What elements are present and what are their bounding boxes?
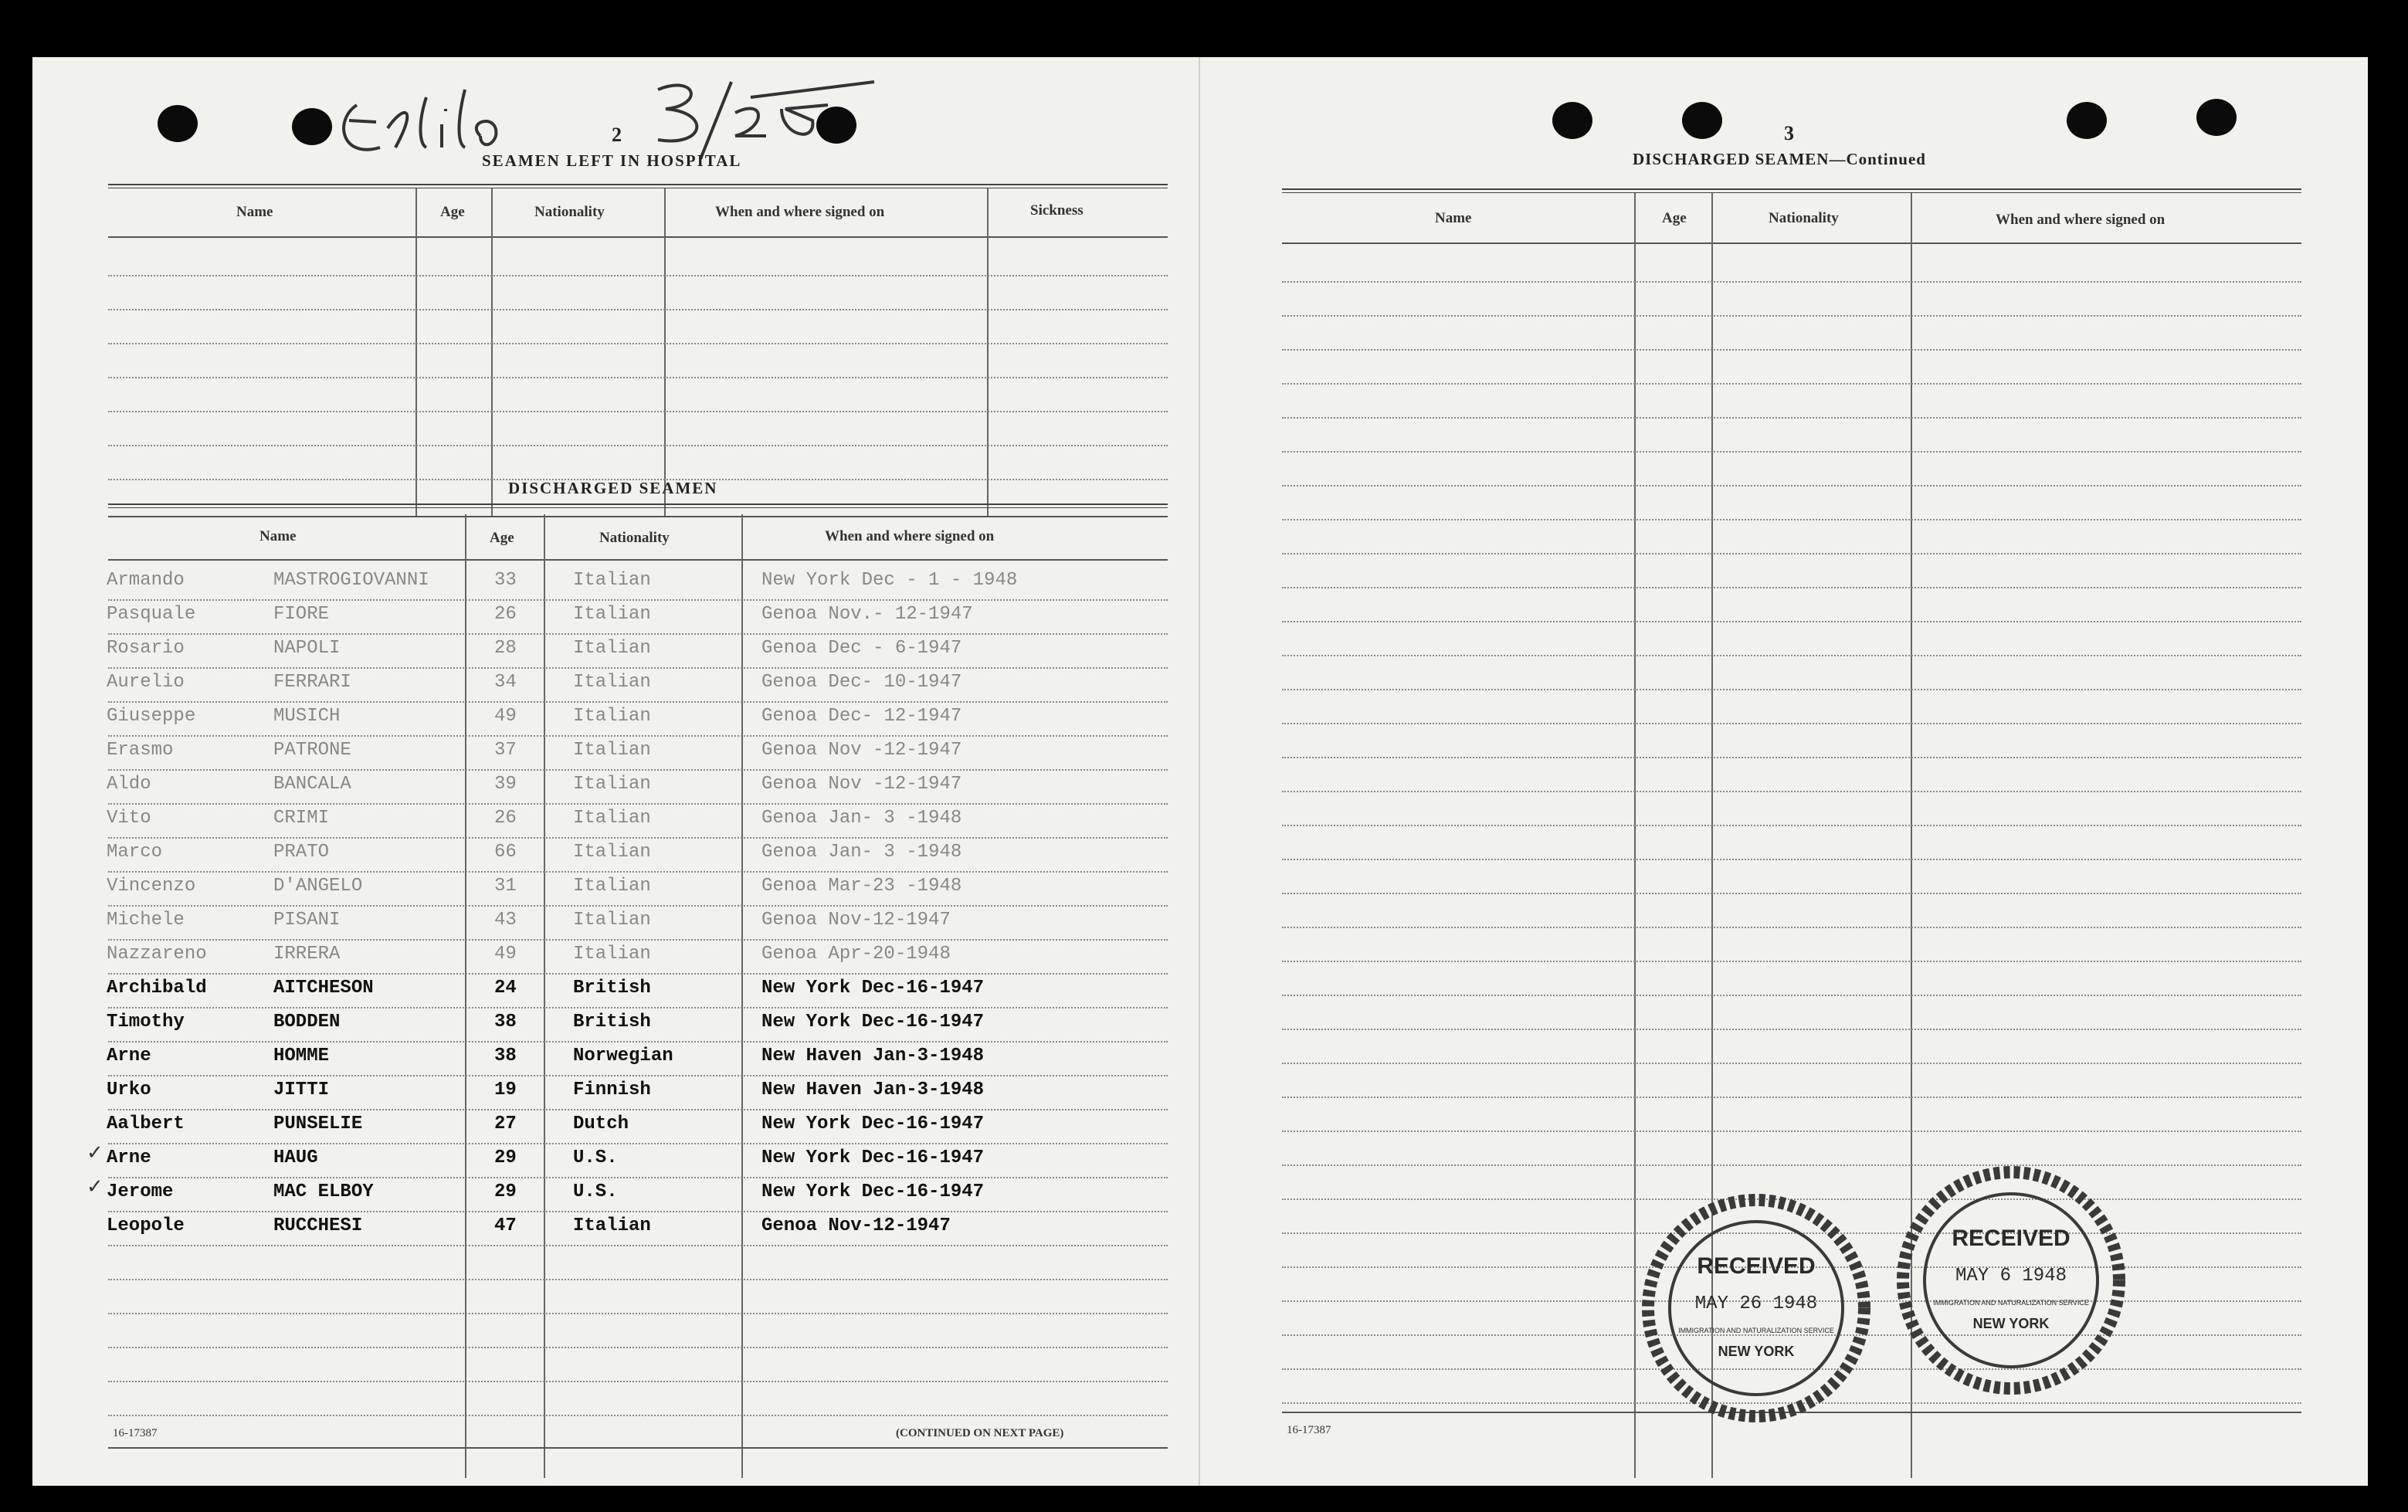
seaman-age: 38 [494,1012,517,1032]
seaman-first-name: Aldo [107,774,151,795]
seaman-first-name: Archibald [107,978,207,998]
seaman-age: 39 [494,774,517,795]
column-header-age: Age [1662,210,1687,226]
column-header-signed-on: When and where signed on [1996,212,2166,228]
seaman-age: 49 [494,706,517,727]
seaman-first-name: Arne [107,1046,151,1066]
seaman-first-name: Erasmo [107,740,174,761]
seaman-nationality: Italian [573,706,651,727]
stamp-date: MAY 6 1948 [1955,1266,2067,1287]
seaman-signed-on: Genoa Nov.- 12-1947 [761,604,973,625]
seaman-nationality: British [573,1012,651,1032]
column-header-nationality: Nationality [534,204,605,220]
seaman-age: 37 [494,740,517,761]
stamp-received-text: RECEIVED [1952,1226,2071,1251]
seaman-signed-on: Genoa Nov -12-1947 [761,774,962,795]
seaman-age: 29 [494,1148,517,1168]
seaman-nationality: British [573,978,651,998]
right-page [1199,57,2368,1486]
seaman-signed-on: Genoa Dec- 10-1947 [761,672,962,693]
seaman-age: 34 [494,672,517,693]
seaman-first-name: Timothy [107,1012,185,1032]
seaman-last-name: PATRONE [273,740,351,761]
seaman-nationality: Italian [573,944,651,964]
seaman-signed-on: New York Dec - 1 - 1948 [761,570,1018,591]
seaman-nationality: Italian [573,740,651,761]
seaman-age: 28 [494,638,517,659]
seaman-last-name: FIORE [273,604,330,625]
seaman-last-name: HAUG [273,1148,318,1168]
seaman-age: 66 [494,842,517,863]
hospital-section-title: SEAMEN LEFT IN HOSPITAL [482,151,742,170]
stamp-agency: IMMIGRATION AND NATURALIZATION SERVICE [1933,1299,2089,1307]
punch-hole [1682,102,1722,139]
seaman-nationality: Italian [573,842,651,863]
seaman-last-name: FERRARI [273,672,351,693]
discharged-continued-title: DISCHARGED SEAMEN—Continued [1633,150,1926,168]
seaman-first-name: Vincenzo [107,876,196,897]
seaman-first-name: Aalbert [107,1114,185,1134]
seaman-signed-on: Genoa Dec- 12-1947 [761,706,962,727]
seaman-age: 47 [494,1215,517,1236]
column-header-name: Name [236,204,273,220]
seaman-first-name: Urko [107,1080,151,1100]
seaman-signed-on: Genoa Dec - 6-1947 [761,638,962,659]
seaman-nationality: Italian [573,1215,651,1236]
column-header-age: Age [440,204,465,220]
stamp-city: NEW YORK [1718,1344,1795,1359]
seaman-age: 33 [494,570,517,591]
column-header-nationality: Nationality [599,530,670,546]
seaman-age: 27 [494,1114,517,1134]
seaman-age: 49 [494,944,517,964]
seaman-signed-on: Genoa Nov-12-1947 [761,910,951,931]
seaman-nationality: Dutch [573,1114,629,1134]
stamp-agency: IMMIGRATION AND NATURALIZATION SERVICE [1678,1327,1834,1334]
seaman-signed-on: Genoa Jan- 3 -1948 [761,842,962,863]
column-header-signed-on: When and where signed on [825,528,995,544]
punch-hole [2067,102,2107,139]
seaman-signed-on: Genoa Mar-23 -1948 [761,876,962,897]
seaman-first-name: Jerome [107,1181,174,1202]
seaman-first-name: Marco [107,842,163,863]
seaman-last-name: D'ANGELO [273,876,363,897]
seaman-signed-on: New Haven Jan-3-1948 [761,1046,985,1066]
seaman-nationality: Italian [573,638,651,659]
seaman-age: 19 [494,1080,517,1100]
seaman-nationality: U.S. [573,1181,618,1202]
seaman-age: 26 [494,808,517,829]
seaman-first-name: Arne [107,1148,151,1168]
seaman-last-name: HOMME [273,1046,330,1066]
table-top-rule [108,503,1168,508]
seaman-age: 24 [494,978,517,998]
seaman-signed-on: New York Dec-16-1947 [761,978,985,998]
seaman-nationality: Italian [573,604,651,625]
punch-hole [158,105,198,142]
table-top-rule [1282,188,2301,193]
seaman-nationality: Italian [573,570,651,591]
seaman-last-name: RUCCHESI [273,1215,363,1236]
seaman-first-name: Rosario [107,638,185,659]
column-header-sickness: Sickness [1030,202,1084,219]
received-stamp [1895,1165,2127,1396]
seaman-last-name: AITCHESON [273,978,374,998]
seaman-last-name: MASTROGIOVANNI [273,570,429,591]
seaman-last-name: BODDEN [273,1012,341,1032]
seaman-age: 43 [494,910,517,931]
seaman-nationality: Italian [573,774,651,795]
seaman-first-name: Armando [107,570,185,591]
seaman-last-name: MAC ELBOY [273,1181,374,1202]
seaman-last-name: JITTI [273,1080,330,1100]
left-page [32,57,1199,1486]
seaman-nationality: Italian [573,876,651,897]
page-number: 2 [612,124,622,146]
seaman-nationality: Norwegian [573,1046,673,1066]
seaman-first-name: Aurelio [107,672,185,693]
seaman-last-name: PUNSELIE [273,1114,363,1134]
seaman-signed-on: Genoa Apr-20-1948 [761,944,951,964]
seaman-nationality: Finnish [573,1080,651,1100]
column-header-signed-on: When and where signed on [715,204,885,220]
seaman-signed-on: New Haven Jan-3-1948 [761,1080,985,1100]
form-number: 16-17387 [113,1427,158,1439]
stamp-city: NEW YORK [1972,1316,2050,1331]
seaman-first-name: Giuseppe [107,706,196,727]
seaman-first-name: Vito [107,808,151,829]
seaman-signed-on: New York Dec-16-1947 [761,1012,985,1032]
stamp-received-text: RECEIVED [1697,1253,1816,1279]
seaman-first-name: Nazzareno [107,944,207,964]
punch-hole [1552,102,1592,139]
seaman-signed-on: Genoa Jan- 3 -1948 [761,808,962,829]
seaman-last-name: PRATO [273,842,330,863]
seaman-nationality: U.S. [573,1148,618,1168]
seaman-first-name: Michele [107,910,185,931]
stamp-date: MAY 26 1948 [1694,1293,1818,1314]
seaman-nationality: Italian [573,910,651,931]
seaman-signed-on: New York Dec-16-1947 [761,1114,985,1134]
column-header-age: Age [490,530,514,546]
seaman-last-name: PISANI [273,910,341,931]
seaman-last-name: MUSICH [273,706,341,727]
column-header-name: Name [259,528,297,544]
column-header-name: Name [1435,210,1472,226]
seaman-nationality: Italian [573,672,651,693]
seaman-last-name: CRIMI [273,808,330,829]
seaman-last-name: IRRERA [273,944,341,964]
seaman-signed-on: Genoa Nov-12-1947 [761,1215,951,1236]
seaman-signed-on: New York Dec-16-1947 [761,1181,985,1202]
column-header-nationality: Nationality [1769,210,1839,226]
check-mark: ✓ [86,1175,103,1198]
seaman-age: 31 [494,876,517,897]
punch-hole [2196,99,2237,136]
discharged-section-title: DISCHARGED SEAMEN [508,479,718,497]
continued-note: (CONTINUED ON NEXT PAGE) [896,1427,1064,1439]
page-number: 3 [1784,122,1794,144]
seaman-first-name: Leopole [107,1215,185,1236]
form-number: 16-17387 [1287,1424,1331,1436]
seaman-last-name: BANCALA [273,774,351,795]
seaman-last-name: NAPOLI [273,638,341,659]
seaman-signed-on: New York Dec-16-1947 [761,1148,985,1168]
seaman-age: 38 [494,1046,517,1066]
seaman-age: 29 [494,1181,517,1202]
punch-hole [292,108,332,145]
seaman-first-name: Pasquale [107,604,196,625]
check-mark: ✓ [86,1141,103,1165]
received-stamp [1640,1192,1872,1424]
seaman-signed-on: Genoa Nov -12-1947 [761,740,962,761]
seaman-nationality: Italian [573,808,651,829]
table-top-rule [108,184,1168,188]
seaman-age: 26 [494,604,517,625]
